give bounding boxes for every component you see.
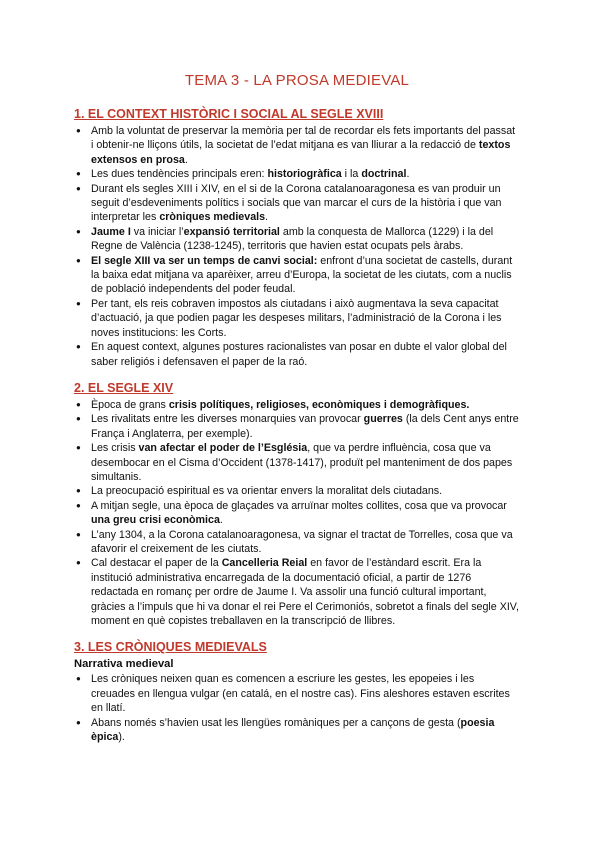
bold-text: El segle XIII va ser un temps de canvi social: [91,254,318,267]
subheading: Narrativa medieval [74,658,174,671]
text-run: La preocupació espiritual es va orientar envers la moralitat dels ciutadans. [91,485,443,498]
list-item [74,441,520,484]
text-run: enfront d’una societat de castells, durant la baixa edat mitjana va aparèixer, arreu d’Europa, la societat de les ciutats, com a nuclis de població independents del poder feudal. [91,254,513,296]
text-run: Durant els segles XIII i XIV, en el si de la Corona catalanoaragonesa es van produir un seguit d’esdeveniments polítics i socials que van marcar el curs de la història i que van interpretar les [91,182,502,224]
bullet-list [74,398,520,629]
text-run: Abans només s’havien usat les llengües romàniques per a cançons de gesta ( [91,716,461,729]
list-item [74,167,520,181]
bold-text: guerres [363,413,403,426]
text-run: , que va perdre influència, cosa que va desembocar en el Cisma d’Occident (1378-1417), produït pel manteniment de dos papes simultanis. [91,442,513,483]
section-croniques [74,640,520,744]
text-run: . [265,211,269,224]
text-run: Per tant, els reis cobraven impostos als ciutadans i això augmentava la seva capacitat d’actuació, ja que podien pagar les despeses militars, l’administració de la Corona i les noves institucions: les Corts. [91,297,502,339]
section-heading: 2. EL SEGLE XIV [74,380,174,395]
bold-text: Cancelleria Reial [221,557,308,570]
bullet-list [74,672,520,744]
list-item [74,412,520,441]
bold-text: historiogràfica [267,168,342,181]
section-context [74,107,520,369]
list-item [74,297,520,340]
list-item [74,398,520,412]
text-run: amb la conquesta de Mallorca (1229) i la del Regne de València (1238-1245), territoris que havien estat ocupats pels àrabs. [91,225,494,253]
text-run: . [406,168,410,181]
text-run: En aquest context, algunes postures racionalistes van posar en dubte el valor global del saber religiós i defensaven el paper de la raó. [91,341,507,368]
list-item [74,182,520,225]
text-run: . [219,514,223,527]
text-run: Època de grans [91,398,169,411]
bold-text: una greu crisi econòmica [91,514,220,527]
text-run: . [184,153,188,166]
list-item [74,340,520,369]
text-run: Les dues tendències principals eren: [91,168,268,181]
list-item [74,499,520,528]
list-item [74,716,520,745]
bold-text: van afectar el poder de l’Església [138,442,308,455]
text-run: Cal destacar el paper de la [91,557,222,570]
bold-text: doctrinal [361,168,407,181]
bold-text: poesia èpica [91,716,495,744]
bold-text: crisis polítiques, religioses, econòmiques i demogràfiques. [168,398,470,411]
section-heading: 1. EL CONTEXT HISTÒRIC I SOCIAL AL SEGLE XVIII [74,107,384,121]
bold-text: expansió territorial [183,225,280,238]
text-run: Les crisis [91,442,139,455]
document-title: TEMA 3 - LA PROSA MEDIEVAL [184,72,410,89]
bold-text: cròniques medievals [159,211,266,224]
list-item [74,672,520,715]
bullet-list [74,124,520,369]
section-segle-xiv [74,381,520,629]
text-run: ). [118,731,125,744]
text-run: Les rivalitats entre les diverses monarquies van provocar [91,413,364,426]
text-run: i la [341,168,362,181]
text-run: en favor de l’estàndard escrit. Era la institució administrativa encarregada de la documentació oficial, a partir de 1276 redactada en romanç per ordre de Jaume I. Va assolir una funció cultural important, gràcies a l’impuls que hi va donar el rei Pere el Cerimoniós, sobretot a finals del segle XIV, moment en què copistes treballaven en la transcripció de llibres. [91,557,519,627]
bold-text: Jaume I [91,225,131,238]
bold-text: textos extensos en prosa [91,139,511,166]
section-heading: 3. LES CRÒNIQUES MEDIEVALS [74,640,267,655]
list-item [74,484,520,498]
text-run: va iniciar l’ [130,225,184,238]
list-item [74,225,520,254]
list-item [74,124,520,167]
text-run: (la dels Cent anys entre França i Anglaterra, per exemple). [91,413,519,440]
list-item [74,528,520,557]
list-item [74,254,520,297]
text-run: Amb la voluntat de preservar la memòria per tal de recordar els fets importants del passat i obtenir-ne lliçons útils, la societat de l’edat mitjana es van lliurar a la redacció de [91,125,516,152]
list-item [74,556,520,628]
text-run: Les cròniques neixen quan es comencen a escriure les gestes, les epopeies i les creuades en llengua vulgar (en catalá, en el nostre cas). Fins aleshores estaven escrites en llatí. [91,673,510,715]
text-run: L’any 1304, a la Corona catalanoaragonesa, va signar el tractat de Torrelles, cosa que va afavorir el creixement de les ciutats. [91,528,513,555]
text-run: A mitjan segle, una època de glaçades va arruïnar moltes collites, cosa que va provocar [91,499,507,512]
